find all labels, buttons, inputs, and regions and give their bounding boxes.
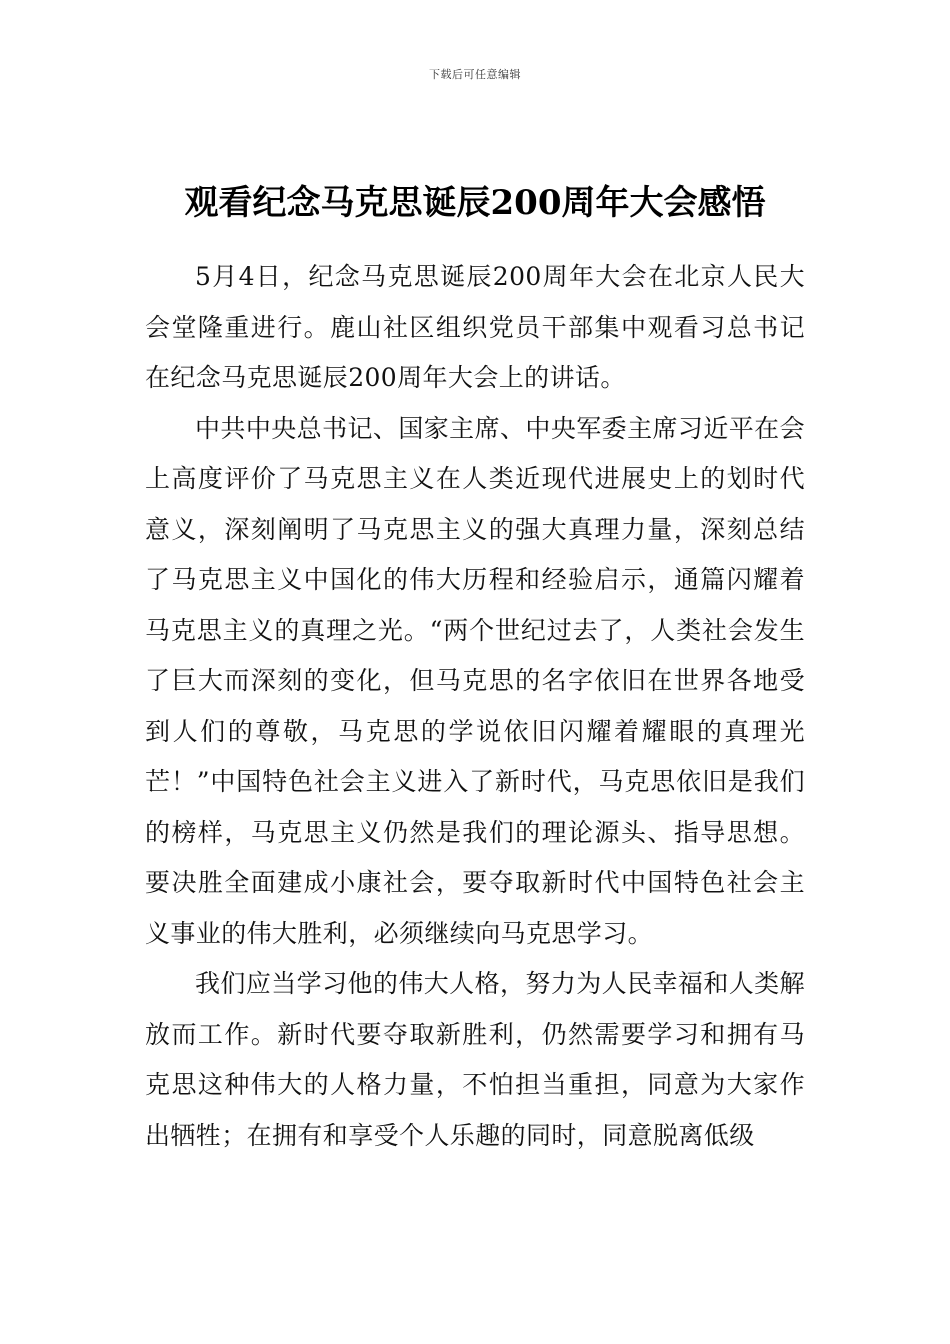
document-body	[145, 252, 805, 1161]
header-note: 下载后可任意编辑	[429, 68, 521, 81]
document-title: 观看纪念马克思诞辰200周年大会感悟	[184, 183, 766, 223]
paragraph-1: 5月4日，纪念马克思诞辰200周年大会在北京人民大会堂隆重进行。鹿山社区组织党员干部集中观看习总书记在纪念马克思诞辰200周年大会上的讲话。	[145, 262, 805, 392]
paragraph-2: 中共中央总书记、国家主席、中央军委主席习近平在会上高度评价了马克思主义在人类近现代进展史上的划时代意义，深刻阐明了马克思主义的强大真理力量，深刻总结了马克思主义中国化的伟大历程和经验启示，通篇闪耀着马克思主义的真理之光。“两个世纪过去了，人类社会发生了巨大而深刻的变化，但马克思的名字依旧在世界各地受到人们的尊敬，马克思的学说依旧闪耀着耀眼的真理光芒！”中国特色社会主义进入了新时代，马克思依旧是我们的榜样，马克思主义仍然是我们的理论源头、指导思想。要决胜全面建成小康社会，要夺取新时代中国特色社会主义事业的伟大胜利，必须继续向马克思学习。	[145, 413, 805, 948]
paragraph-3: 我们应当学习他的伟大人格，努力为人民幸福和人类解放而工作。新时代要夺取新胜利，仍然需要学习和拥有马克思这种伟大的人格力量，不怕担当重担，同意为大家作出牺牲；在拥有和享受个人乐趣的同时，同意脱离低级	[145, 969, 805, 1150]
